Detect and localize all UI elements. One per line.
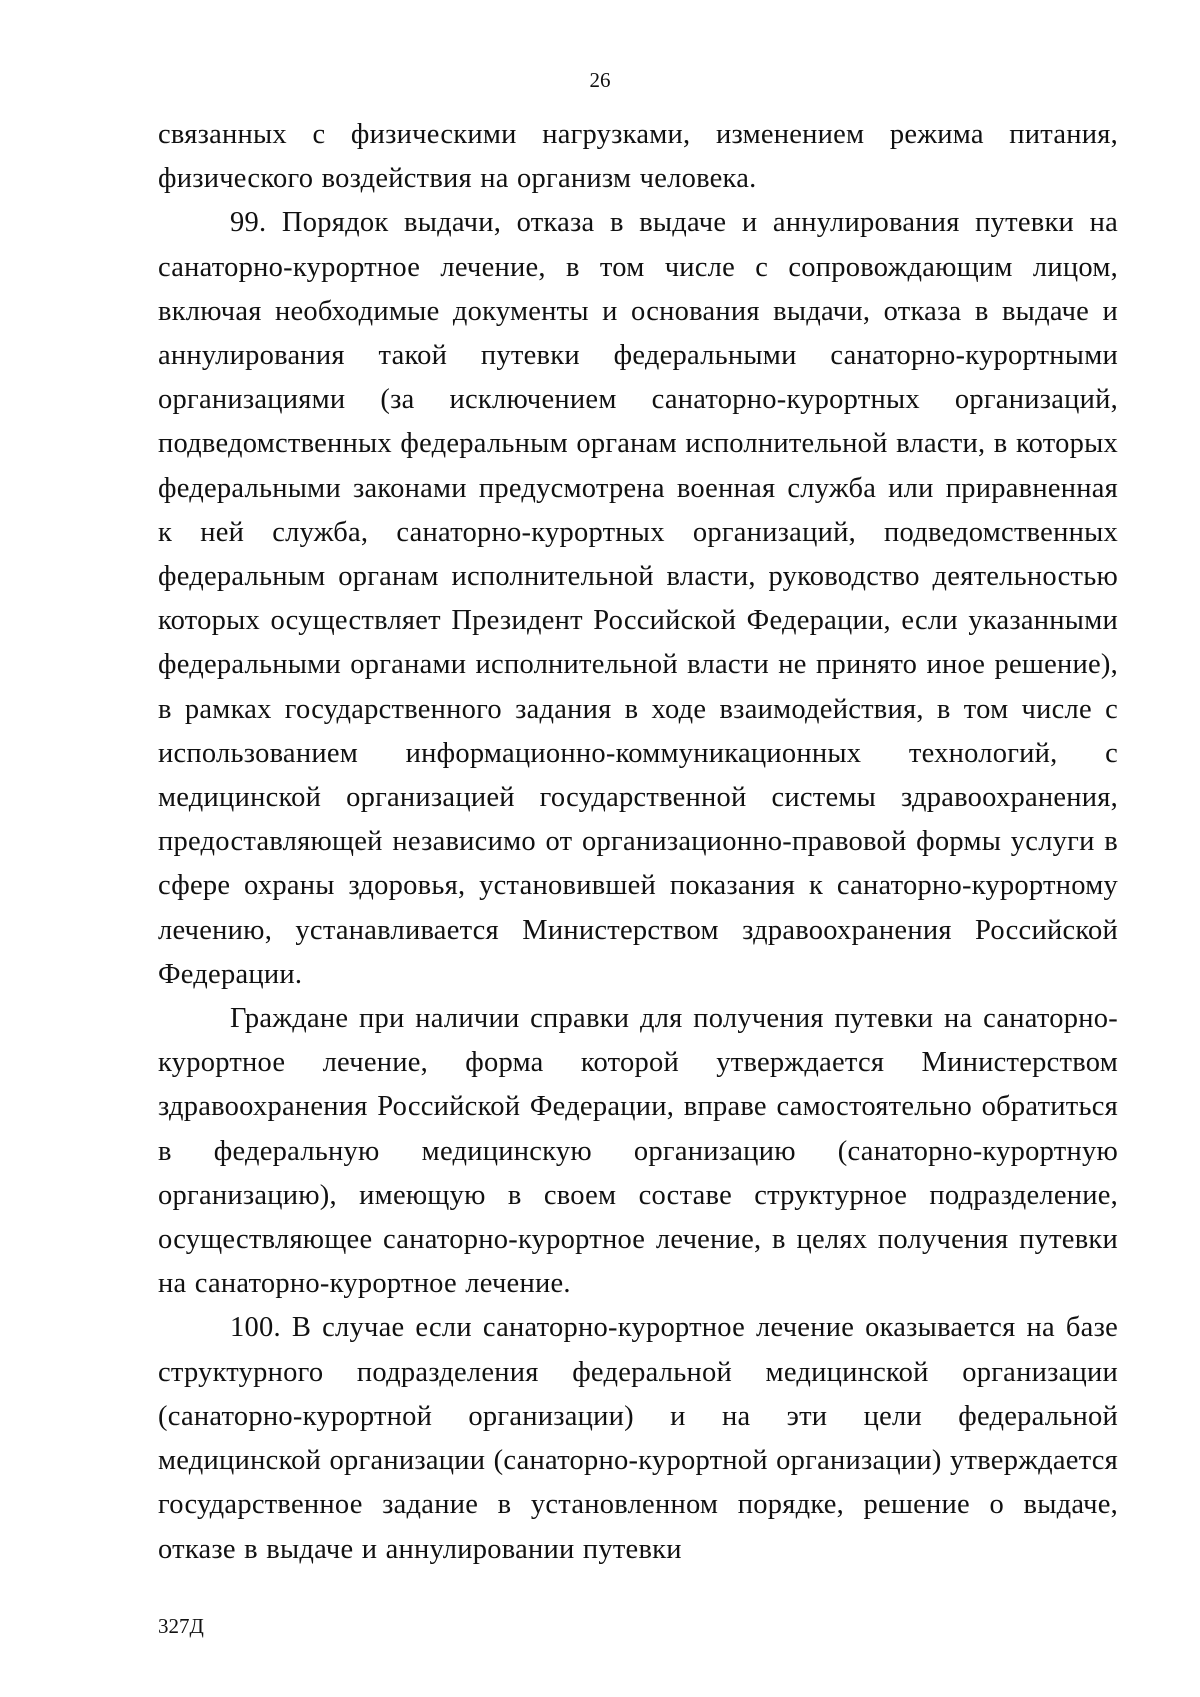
paragraph-continuation: связанных с физическими нагрузками, изменением режима питания, физического воздействия на организм человека.	[158, 119, 1118, 195]
paragraph-item-99: 99. Порядок выдачи, отказа в выдаче и аннулирования путевки на санаторно-курортное лечение, в том числе с сопровождающим лицом, включая необходимые документы и основания выдачи, отказа в выдаче и аннулирования такой путевки федеральными санаторно-курортными организациями (за исключением санаторно-курортных организаций, подведомственных федеральным органам исполнительной власти, в которых федеральными законами предусмотрена военная служба или приравненная к ней служба, санаторно-курортных организаций, подведомственных федеральным органам исполнительной власти, руководство деятельностью которых осуществляет Президент Российской Федерации, если указанными федеральными органами исполнительной власти не принято иное решение), в рамках государственного задания в ходе взаимодействия, в том числе с использованием информационно-коммуникационных технологий, с медицинской организацией государственной системы здравоохранения, предоставляющей независимо от организационно-правовой формы услуги в сфере охраны здоровья, установившей показания к санаторно-курортному лечению, устанавливается Министерством здравоохранения Российской Федерации.	[158, 207, 1118, 990]
page-number: 26	[589, 68, 611, 92]
paragraph-citizens-right: Граждане при наличии справки для получения путевки на санаторно-курортное лечение, форма которой утверждается Министерством здравоохранения Российской Федерации, вправе самостоятельно обратиться в федеральную медицинскую организацию (санаторно-курортную организацию), имеющую в своем составе структурное подразделение, осуществляющее санаторно-курортное лечение, в целях получения путевки на санаторно-курортное лечение.	[158, 1003, 1118, 1300]
footer-document-code: 327Д	[158, 1614, 204, 1638]
paragraph-item-100: 100. В случае если санаторно-курортное лечение оказывается на базе структурного подразделения федеральной медицинской организации (санаторно-курортной организации) и на эти цели федеральной медицинской организации (санаторно-курортной организации) утверждается государственное задание в установленном порядке, решение о выдаче, отказе в выдаче и аннулировании путевки	[158, 1312, 1118, 1565]
document-body	[158, 113, 1118, 1572]
